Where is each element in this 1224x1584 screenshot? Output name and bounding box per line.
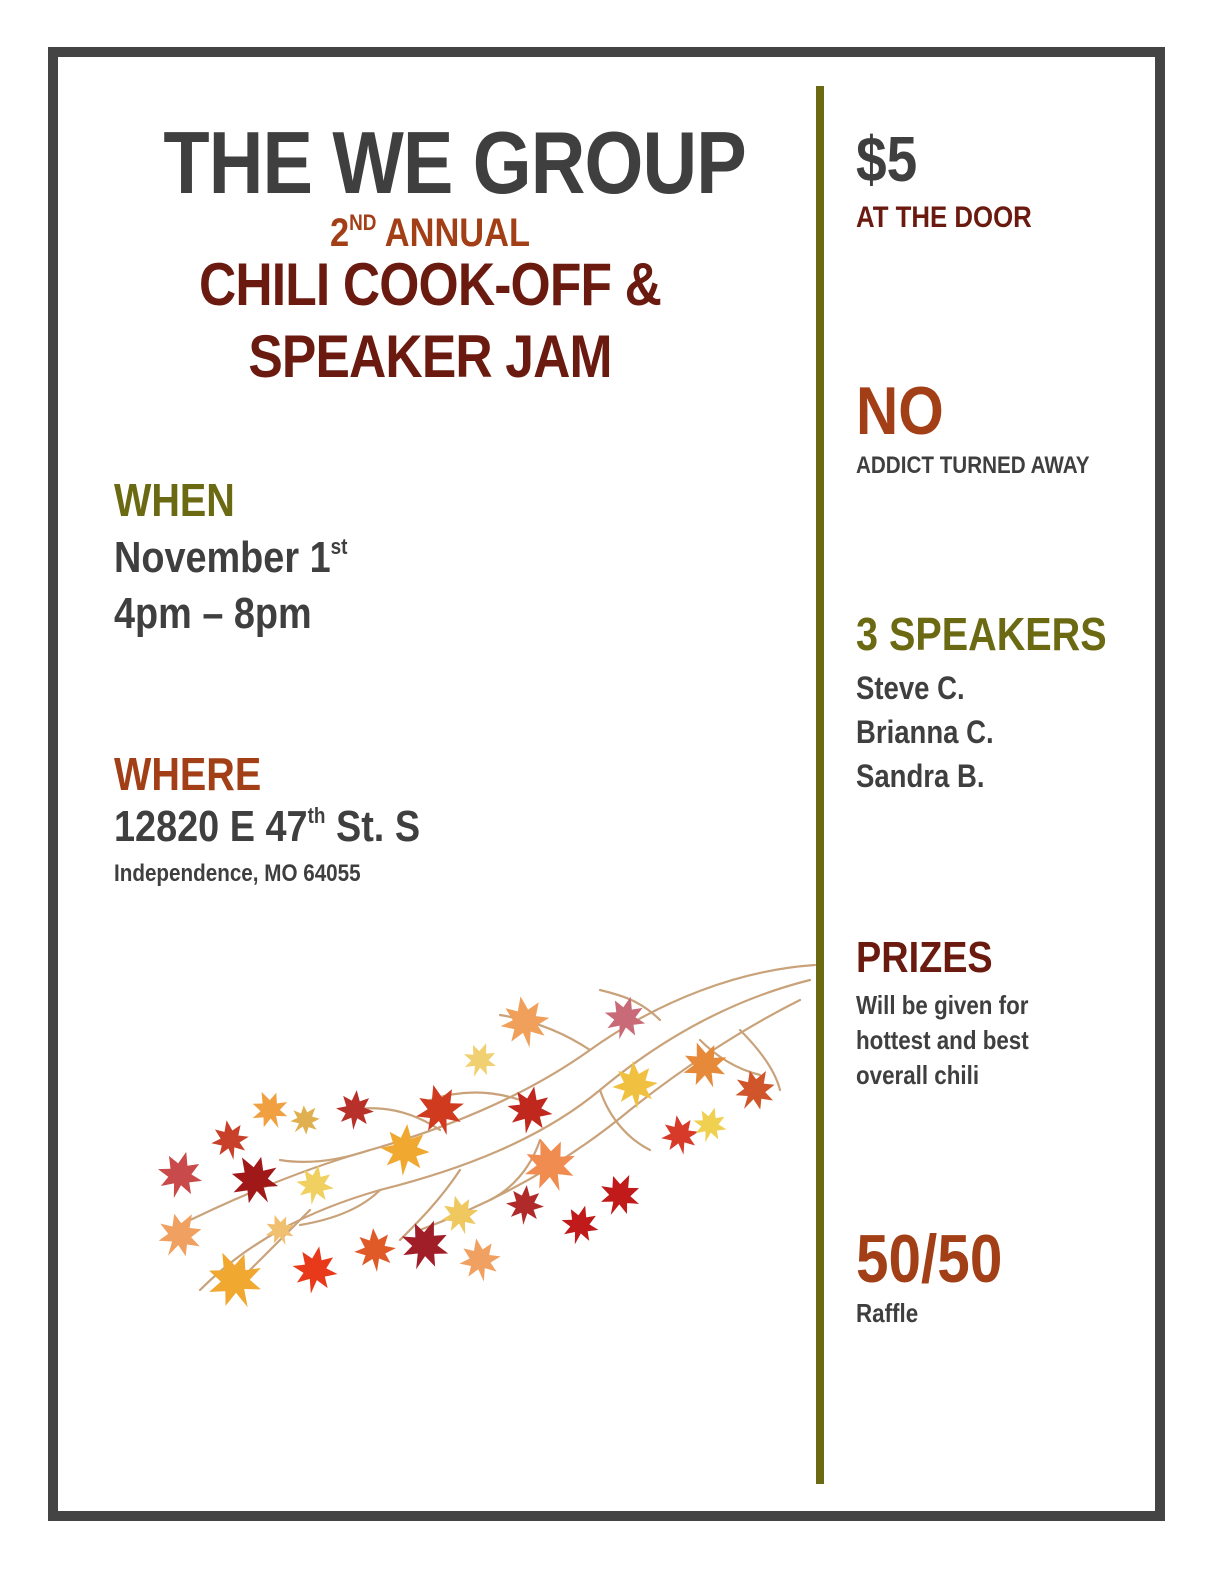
- speaker-name: Brianna C.: [856, 714, 994, 750]
- annual-number: 2: [329, 211, 350, 255]
- event-date: [114, 533, 347, 583]
- street-tail: St. S: [325, 802, 421, 851]
- prizes-text: overall chili: [856, 1060, 980, 1090]
- event-time: 4pm – 8pm: [114, 589, 312, 638]
- org-title: THE WE GROUP: [163, 113, 746, 212]
- speakers-label: 3 SPEAKERS: [856, 608, 1107, 660]
- no-note: ADDICT TURNED AWAY: [856, 452, 1090, 479]
- event-title-line1: CHILI COOK-OFF &: [198, 251, 662, 318]
- street-address: [114, 802, 420, 852]
- speaker-name: Sandra B.: [856, 758, 985, 794]
- event-title-line2: SPEAKER JAM: [248, 323, 612, 390]
- street-main: 12820 E 47: [114, 802, 308, 851]
- when-label: WHEN: [114, 474, 235, 526]
- city-line: Independence, MO 64055: [114, 860, 361, 887]
- autumn-leaves-illustration: [140, 960, 820, 1340]
- date-suffix: st: [330, 534, 348, 559]
- prizes-text: Will be given for: [856, 990, 1029, 1020]
- raffle-heading: 50/50: [856, 1221, 1003, 1297]
- price: $5: [856, 123, 918, 195]
- speaker-name: Steve C.: [856, 670, 965, 706]
- no-heading: NO: [856, 373, 944, 449]
- prizes-label: PRIZES: [856, 933, 993, 982]
- price-note: AT THE DOOR: [856, 201, 1032, 234]
- where-label: WHERE: [114, 748, 262, 800]
- street-suffix: th: [307, 803, 326, 828]
- prizes-text: hottest and best: [856, 1025, 1029, 1055]
- raffle-note: Raffle: [856, 1298, 919, 1328]
- annual-word: ANNUAL: [384, 211, 530, 255]
- annual-suffix: ND: [349, 210, 377, 235]
- date-main: November 1: [114, 533, 331, 582]
